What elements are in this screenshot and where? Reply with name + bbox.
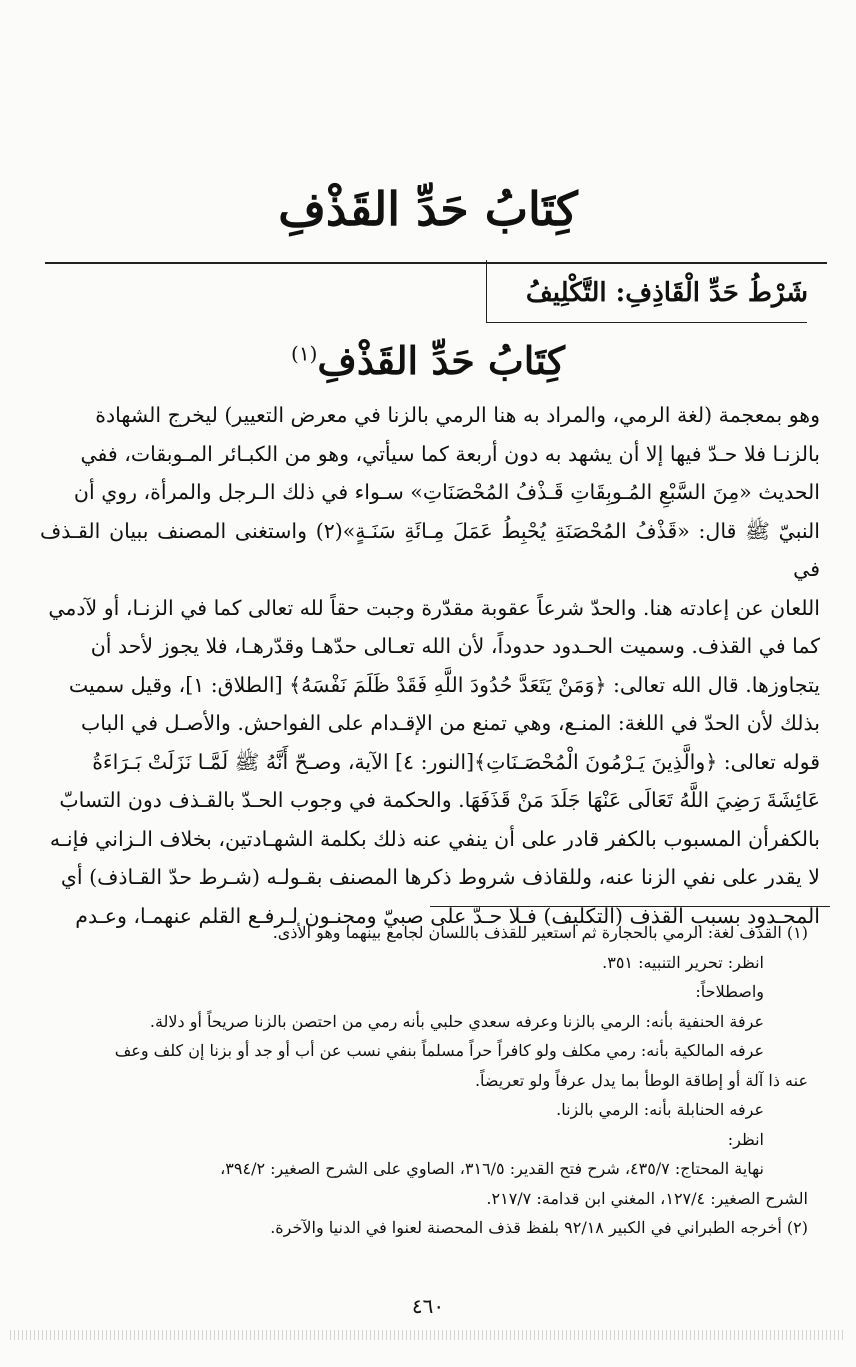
body-line: المحـدود بسبب القذف (التكليف) فـلا حـدّ على صبيّ ومجنـون لـرفـع القلم عنهمـا، وعـدم [75,903,820,928]
body-line: بالزنـا فلا حـدّ فيها إلا أن يشهد به دون أربعة كما سيأتي، وهو من الكبـائر المـوبقات، ففي [80,441,820,466]
body-line: اللعان عن إعادته هنا. والحدّ شرعاً عقوبة مقدّرة وجبت حقاً لله تعالى كما في الزنـا، أو لآدمي [48,595,820,620]
header-rule [45,262,827,264]
matn-box-bottom-rule [486,322,807,323]
footnote-line: عنه ذا آلة أو إطاقة الوطأ بما يدل عرفاً ولو تعريضاً. [474,1070,808,1090]
footnote-line: عرفة الحنفية بأنه: الرمي بالزنا وعرفه سعدي حلبي بأنه رمي من احتصن بالزنا صريحاً أو دلالة. [149,1011,764,1031]
body-line: لا يقدر على نفي الزنا عنه، وللقاذف شروط ذكرها المصنف بقـولـه (شـرط حدّ القـاذف) أي [60,865,820,889]
footnote-line: (٢) أخرجه الطبراني في الكبير ٩٢/١٨ بلفظ قذف المحصنة لعنوا في الدنيا والآخرة. [270,1218,808,1237]
footnote-line: واصطلاحاً: [695,982,764,1001]
commentary-body [40,396,820,935]
body-line: قوله تعالى: ﴿والَّذِينَ يَـرْمُونَ الْمُحْصَـنَاتِ﴾[النور: ٤] الآية، وصـحّ أَنَّهُ ﷺ لَمَّـا نَزَلَتْ بَـرَاءَةُ [92,749,820,774]
body-line: الحديث «مِنَ السَّبْعِ المُـوبِقَاتِ قَـذْفُ المُحْصَنَاتِ» سـواء في ذلك الـرجل والمرأة، روي أن [73,480,820,504]
footnote-line: انظر: [727,1129,764,1149]
body-line: بذلك لأن الحدّ في اللغة: المنـع، وهي تمنع من الإقـدام على الفواحش. والأصـل في الباب [80,711,820,735]
page-number: ٤٦٠ [411,1294,445,1318]
body-line: كما في القذف. وسميت الحـدود حدوداً، لأن الله تعـالى حدّهـا وقدّرهـا، فلا يجوز لأحد أن [90,634,820,658]
footnote-line: (١) القذف لغة: الرمي بالحجارة ثم استعير للقذف باللسان لجامع بينهما وهو الأذى. [272,923,808,942]
footnote-line: انظر: تحرير التنبيه: ٣٥١. [602,952,764,972]
chapter-title: كِتَابُ حَدِّ القَذْفِ [317,338,565,383]
footnote-line: نهاية المحتاج: ٤٣٥/٧، شرح فتح القدير: ٣١٦/٥، الصاوي على الشرح الصغير: ٣٩٤/٢، [220,1159,764,1178]
chapter-footnote-ref: (١) [291,341,318,366]
book-title: كِتَابُ حَدِّ القَذْفِ [278,182,578,236]
body-line: بالكفرأن المسبوب بالكفر قادر على أن ينفي عنه ذلك بكلمة الشهـادتين، بخلاف الـزاني فإنـه [49,826,820,851]
chapter-title-wrapper [0,338,856,394]
footnote-line: عرفه الحنابلة بأنه: الرمي بالزنا. [556,1100,764,1119]
scan-noise-edge [10,1330,846,1340]
body-line: عَائِشَةَ رَضِيَ اللَّهُ تَعَالَى عَنْهَا جَلَدَ مَنْ قَذَفَهَا. والحكمة في وجوب الحـدّ بالقـذف دون التسابّ [59,788,820,812]
footnote-line: عرفه المالكية بأنه: رمي مكلف ولو كافراً حراً مسلماً بنفي نسب عن أب أو جد أو بزنا إن كلف وعف [114,1041,764,1060]
body-line: يتجاوزها. قال الله تعالى: ﴿وَمَنْ يَتَعَدَّ حُدُودَ اللَّهِ فَقَدْ ظَلَمَ نَفْسَهُ﴾ [الطلاق: ١]، وقيل سميت [68,672,820,697]
footnote-separator [430,906,830,907]
matn-heading: شَرْطُ حَدِّ الْقَاذِفِ: التَّكْلِيفُ [525,278,808,308]
footnotes [40,918,808,1243]
body-line: وهو بمعجمة (لغة الرمي، والمراد به هنا الرمي بالزنا في معرض التعيير) ليخرج الشهادة [95,403,820,427]
body-line: النبيّ ﷺ قال: «قَذْفُ المُحْصَنَةِ يُحْبِطُ عَمَلَ مِـائَةِ سَنَـةٍ»(٢) واستغنى المصنف ببيان القـذف في [40,518,821,581]
footnote-line: الشرح الصغير: ١٢٧/٤، المغني ابن قدامة: ٢١٧/٧. [486,1188,808,1208]
